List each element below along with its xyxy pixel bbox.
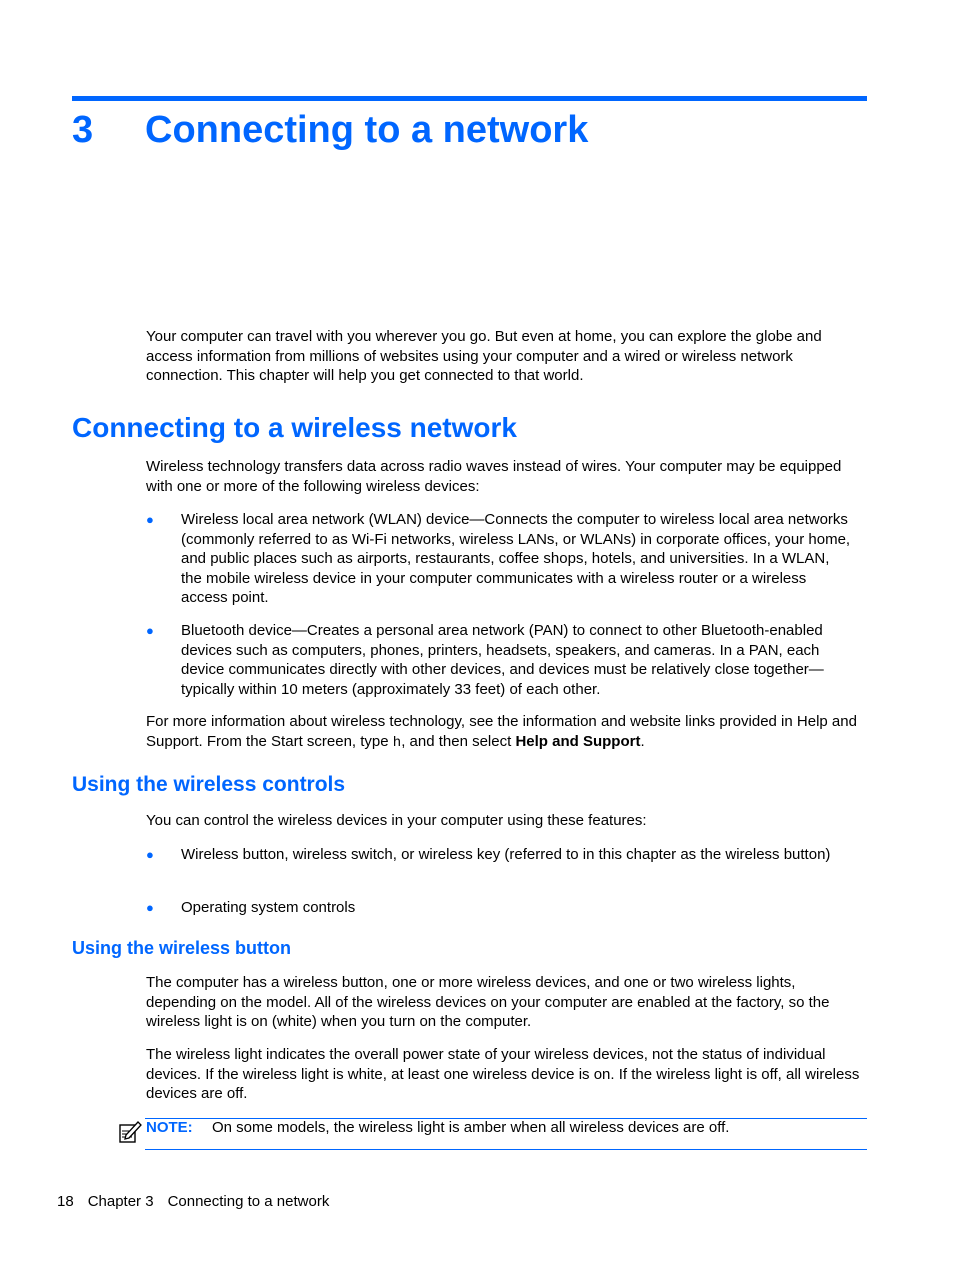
chapter-heading <box>72 106 588 154</box>
help-and-support-label: Help and Support <box>515 732 641 750</box>
intro-paragraph: Your computer can travel with you wherever you go. But even at home, you can explore the globe and access information from millions of websites using your computer and a wired or wireless network connection. This chapter will help you get connected to that world. <box>146 328 822 385</box>
chapter-title: Connecting to a network <box>145 109 589 151</box>
controls-intro: You can control the wireless devices in your computer using these features: <box>146 812 647 829</box>
list-item-wlan: Wireless local area network (WLAN) device—Connects the computer to wireless local area networks (commonly referred to as Wi-Fi networks, wireless LANs, or WLANs) in corporate offices, your home, and public places such as airports, restaurants, coffee shops, hotels, and universities. In a WLAN, the mobile wireless device in your computer communicates with a wireless router or a wireless access point. <box>181 511 851 607</box>
footer-title: Connecting to a network <box>167 1193 330 1210</box>
button-paragraph-2: The wireless light indicates the overall power state of your wireless devices, not the status of individual devices. If the wireless light is white, at least one wireless device is on. If the wireless light is off, all wireless devices are off. <box>146 1046 860 1103</box>
button-paragraph-1: The computer has a wireless button, one or more wireless devices, and one or two wireless lights, depending on the model. All of the wireless devices on your computer are enabled at the factory, so the wireless light is on (white) when you turn on the computer. <box>146 974 830 1031</box>
bullet-icon: ● <box>146 847 154 862</box>
page-footer <box>57 1192 343 1212</box>
footer-chapter: Chapter 3 <box>87 1193 154 1210</box>
wireless-intro: Wireless technology transfers data across radio waves instead of wires. Your computer may be equipped with one or more of the following wireless devices: <box>146 458 842 495</box>
section-heading-wireless: Connecting to a wireless network <box>72 412 517 443</box>
note-pencil-icon <box>118 1120 142 1144</box>
note-text: On some models, the wireless light is amber when all wireless devices are off. <box>212 1119 730 1136</box>
subsection-heading-button: Using the wireless button <box>72 938 292 958</box>
list-item-wireless-button: Wireless button, wireless switch, or wireless key (referred to in this chapter as the wireless button) <box>181 846 831 863</box>
more-info-paragraph <box>146 712 858 753</box>
bullet-icon: ● <box>146 900 154 915</box>
subsection-heading-controls: Using the wireless controls <box>72 773 346 796</box>
list-item-bluetooth: Bluetooth device—Creates a personal area network (PAN) to connect to other Bluetooth-enabled devices such as computers, phones, printers, headsets, speakers, and cameras. In a PAN, each device communicates directly with other devices, and devices must be relatively close together—typically within 10 meters (approximately 33 feet) of each other. <box>181 622 824 698</box>
note-label: NOTE: <box>146 1119 193 1136</box>
page-number: 18 <box>57 1193 74 1210</box>
list-item-os-controls: Operating system controls <box>181 899 356 916</box>
bullet-icon: ● <box>146 512 154 527</box>
chapter-number: 3 <box>72 109 94 151</box>
more-info-text: . <box>640 732 645 750</box>
more-info-text: , and then select <box>401 732 516 750</box>
chapter-rule <box>72 96 867 101</box>
bullet-icon: ● <box>146 623 154 638</box>
more-info-text: For more information about wireless technology, see the information and website links provided in Help and Support. From the Start screen, type <box>146 713 857 750</box>
inline-code: h <box>392 734 402 751</box>
